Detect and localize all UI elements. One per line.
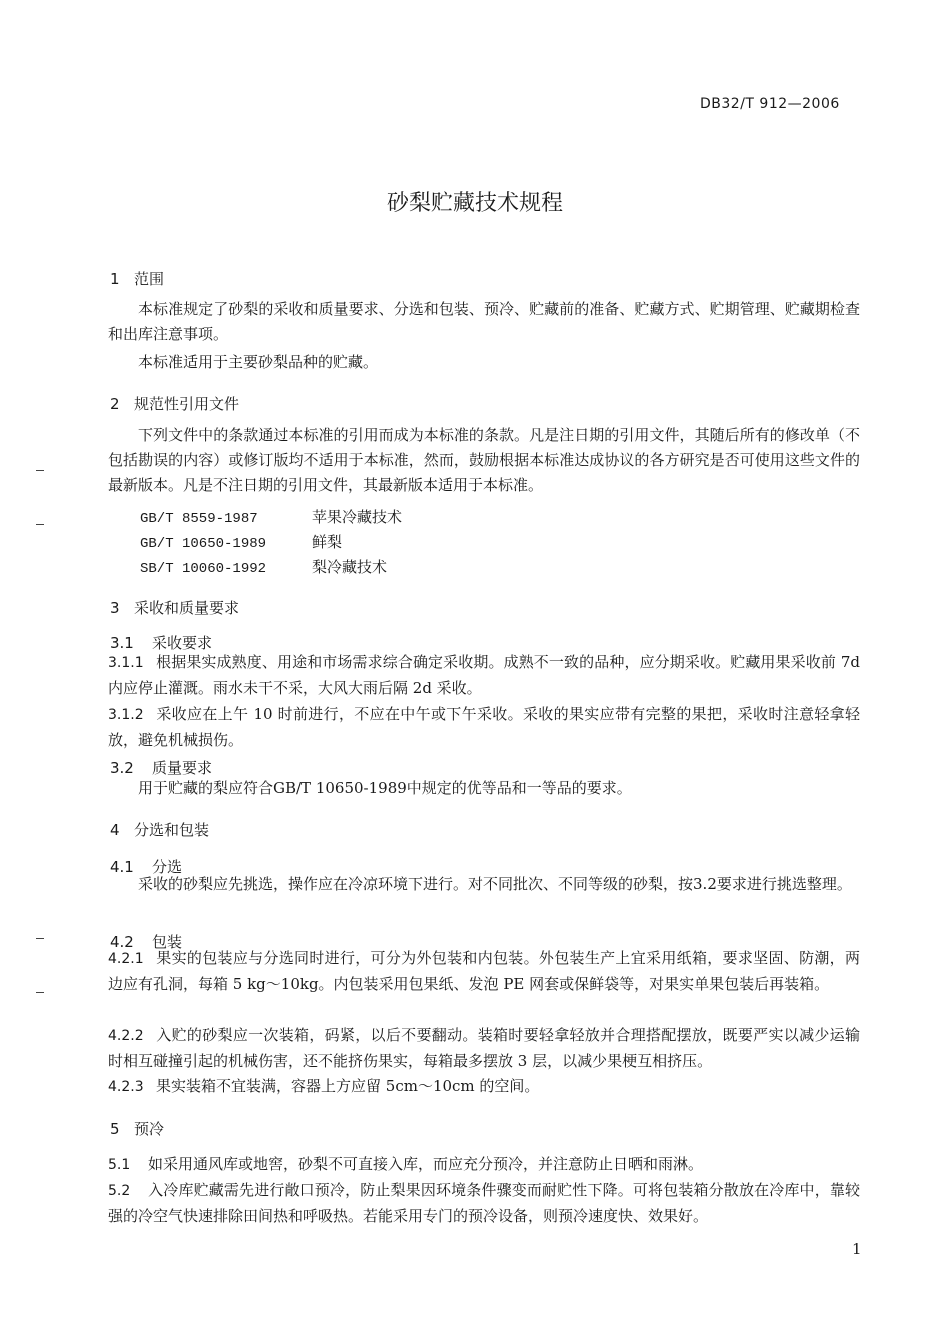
paragraph: 采收的砂梨应先挑选，操作应在冷凉环境下进行。对不同批次、不同等级的砂梨，按3.2要求进行挑选整理。 (138, 875, 852, 893)
clause-text: 根据果实成熟度、用途和市场需求综合确定采收期。成熟不一致的品种，应分期采收。贮藏用果采收前 7d 内应停止灌溉。雨水未干不采，大风大雨后隔 2d 采收。 (108, 653, 860, 697)
reference-title: 鲜梨 (312, 533, 343, 551)
clause (108, 650, 860, 701)
paragraph: 本标准规定了砂梨的采收和质量要求、分选和包装、预冷、贮藏前的准备、贮藏方式、贮期管理、贮藏期检查和出库注意事项。 (108, 300, 860, 343)
paragraph: 本标准适用于主要砂梨品种的贮藏。 (138, 353, 379, 371)
reference-code: GB/T 8559-1987 (140, 511, 258, 527)
clause (108, 1152, 860, 1178)
subsection-title: 质量要求 (152, 759, 213, 777)
clause-text: 采收应在上午 10 时前进行，不应在中午或下午采收。采收的果实应带有完整的果把，采收时注意轻拿轻放，避免机械损伤。 (108, 705, 860, 749)
section-1-heading (110, 268, 164, 289)
section-title: 范围 (134, 270, 165, 288)
clause-number: 5.1 (108, 1157, 131, 1173)
section-2-heading (110, 393, 239, 414)
section-title: 规范性引用文件 (134, 395, 240, 413)
section-number: 1 (110, 270, 120, 288)
clause (108, 702, 860, 753)
clause (108, 1074, 860, 1100)
clause-text: 果实装箱不宜装满，容器上方应留 5cm～10cm 的空间。 (156, 1077, 540, 1095)
section-number: 5 (110, 1120, 120, 1138)
scan-mark (36, 938, 44, 939)
reference-item (140, 506, 402, 527)
subsection-title: 包装 (152, 933, 183, 951)
paragraph: 用于贮藏的梨应符合GB/T 10650-1989中规定的优等品和一等品的要求。 (138, 779, 632, 797)
clause-number: 4.2.3 (108, 1079, 144, 1095)
scan-mark (36, 470, 44, 471)
reference-title: 梨冷藏技术 (312, 558, 388, 576)
reference-item (140, 531, 342, 552)
clause-number: 3.1.1 (108, 655, 144, 671)
section-title: 采收和质量要求 (134, 599, 240, 617)
clause (108, 1178, 860, 1229)
clause-number: 3.1.2 (108, 707, 144, 723)
page-number: 1 (852, 1240, 862, 1258)
subsection-number: 4.1 (110, 858, 134, 876)
paragraph: 下列文件中的条款通过本标准的引用而成为本标准的条款。凡是注日期的引用文件，其随后所有的修改单（不包括勘误的内容）或修订版均不适用于本标准，然而，鼓励根据本标准达成协议的各方研究是否可使用这些文件的最新版本。凡是不注日期的引用文件，其最新版本适用于本标准。 (108, 426, 860, 494)
clause-text: 果实的包装应与分选同时进行，可分为外包装和内包装。外包装生产上宜采用纸箱，要求坚固、防潮，两边应有孔洞，每箱 5 kg～10kg。内包装采用包果纸、发泡 PE 网套或保鲜袋等，对果实单果包装后再装箱。 (108, 949, 860, 993)
scan-mark (36, 524, 44, 525)
clause (108, 946, 860, 997)
section-number: 4 (110, 821, 120, 839)
clause-text: 入冷库贮藏需先进行敞口预冷，防止梨果因环境条件骤变而耐贮性下降。可将包装箱分散放在冷库中，靠较强的冷空气快速排除田间热和呼吸热。若能采用专门的预冷设备，则预冷速度快、效果好。 (108, 1181, 860, 1225)
subsection-number: 4.2 (110, 933, 134, 951)
clause-number: 4.2.2 (108, 1028, 144, 1044)
scan-mark (36, 992, 44, 993)
subsection-number: 3.1 (110, 634, 134, 652)
reference-code: GB/T 10650-1989 (140, 536, 267, 552)
document-title: 砂梨贮藏技术规程 (386, 191, 563, 216)
subsection-heading (110, 757, 212, 778)
clause (108, 1023, 860, 1074)
reference-title: 苹果冷藏技术 (312, 508, 403, 526)
section-number: 2 (110, 395, 120, 413)
section-title: 分选和包装 (134, 821, 210, 839)
clause-text: 如采用通风库或地窖，砂梨不可直接入库，而应充分预冷，并注意防止日晒和雨淋。 (148, 1155, 704, 1173)
clause-text: 入贮的砂梨应一次装箱，码紧，以后不要翻动。装箱时要轻拿轻放并合理搭配摆放，既要严实以减少运输时相互碰撞引起的机械伤害，还不能挤伤果实，每箱最多摆放 3 层，以减少果梗互相挤压。 (108, 1026, 860, 1070)
section-5-heading (110, 1118, 164, 1139)
clause-number: 5.2 (108, 1183, 131, 1199)
subsection-title: 采收要求 (152, 634, 213, 652)
section-title: 预冷 (134, 1120, 165, 1138)
reference-item (140, 556, 387, 577)
subsection-number: 3.2 (110, 759, 134, 777)
reference-code: SB/T 10060-1992 (140, 561, 267, 577)
standard-code: DB32/T 912—2006 (700, 96, 840, 112)
subsection-title: 分选 (152, 858, 183, 876)
section-number: 3 (110, 599, 120, 617)
section-3-heading (110, 597, 239, 618)
section-4-heading (110, 819, 209, 840)
clause-number: 4.2.1 (108, 951, 144, 967)
